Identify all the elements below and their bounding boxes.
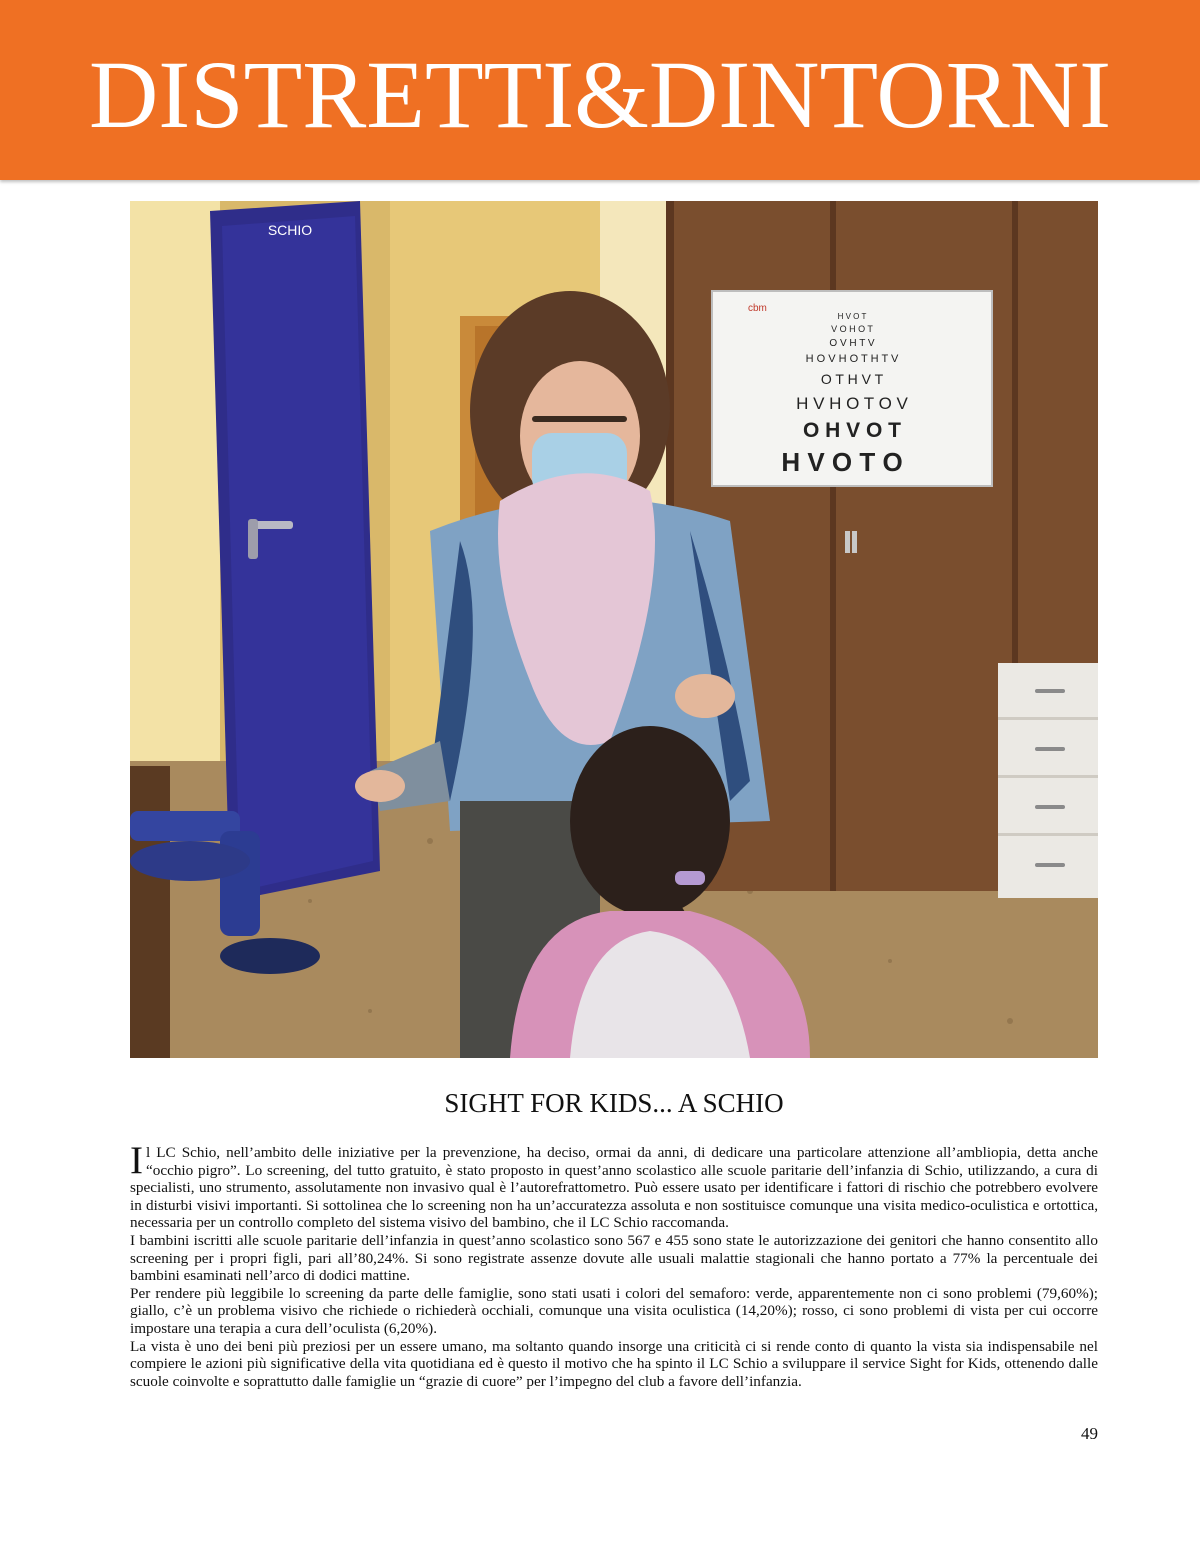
article-body	[130, 1139, 1098, 1390]
article-paragraph-2: I bambini iscritti alle scuole paritarie dell’infanzia in quest’anno scolastico sono 567 e 455 sono state le autorizzazione dei genitori che hanno consentito allo screening per i propri figli, pari all’80,24%. Si sono registrate assenze dovute alle usuali malattie stagionali che hanno portato a 77% la percentuale dei bambini esaminati nell’arco di dodici mattine.	[130, 1231, 1098, 1285]
door-sign: SCHIO	[267, 222, 313, 238]
section-title: DISTRETTI&DINTORNI	[88, 41, 1112, 148]
eye-chart	[712, 291, 992, 486]
eye-chart-row-8: H V O T O	[781, 447, 903, 477]
paragraph-1-text: l LC Schio, nell’ambito delle iniziative per la prevenzione, ha deciso, ormai da anni, di dedicare una particolare attenzione all’ambliopia, detta anche “occhio pigro”. Lo screening, del tutto gratuito, è stato proposto in quest’anno scolastico alle scuole paritarie dell’infanzia di Schio, utilizzando, a cura di specialisti, uno strumento, assolutamente non invasivo qual è l’autorefrattometro. Può essere usato per identificare i fattori di rischio che potrebbero evolvere in disturbi visivi importanti. Si sottolinea che lo screening non ha un’accuratezza assoluta e non sostituisce comunque una visita medico-oculistica e ortottica, necessaria per un controllo completo del sistema visivo del bambino, che il LC Schio raccomanda.	[130, 1144, 1098, 1232]
eye-chart-row-6: H V H O T O V	[796, 394, 908, 413]
eye-chart-row-4: H O V H O T H T V	[805, 353, 899, 365]
eye-chart-row-7: O H V O T	[802, 419, 902, 442]
article-paragraph-1	[130, 1139, 1098, 1232]
article-paragraph-3: Per rendere più leggibile lo screening da parte delle famiglie, sono stati usati i colori del semaforo: verde, apparentemente non ci sono problemi (79,60%); giallo, c’è un problema visivo che richiede o richiederà occhiali, comunque una visita oculistica (14,20%); rosso, ci sono problemi di vista per cui occorre impostare una terapia a cura dell’oculista (6,20%).	[130, 1284, 1098, 1337]
drop-cap: I	[130, 1139, 143, 1182]
eye-chart-row-5: O T H V T	[820, 371, 884, 387]
eye-chart-row-3: O V H T V	[829, 338, 875, 349]
eye-chart-row-1: H V O T	[837, 312, 867, 321]
eye-chart-logo: cbm	[748, 303, 767, 314]
article-paragraph-4: La vista è uno dei beni più preziosi per un essere umano, ma soltanto quando insorge una criticità ci si rende conto di quanto la vista sia indispensabile nel compiere le azioni più significative della vita quotidiana ed è questo il motivo che ha spinto il LC Schio a sviluppare il service Sight for Kids, ottenendo dalle scuole coinvolte e soprattutto dalle famiglie un “grazie di cuore” per l’impegno del club a favore dell’infanzia.	[130, 1337, 1098, 1390]
eye-chart-row-2: V O H O T	[831, 324, 873, 334]
article-title: SIGHT FOR KIDS... A SCHIO	[444, 1088, 784, 1118]
photo-illustration	[130, 201, 1098, 1058]
page-number: 49	[1081, 1424, 1098, 1443]
section-header-band	[0, 0, 1200, 180]
article-photo	[130, 201, 1098, 1058]
